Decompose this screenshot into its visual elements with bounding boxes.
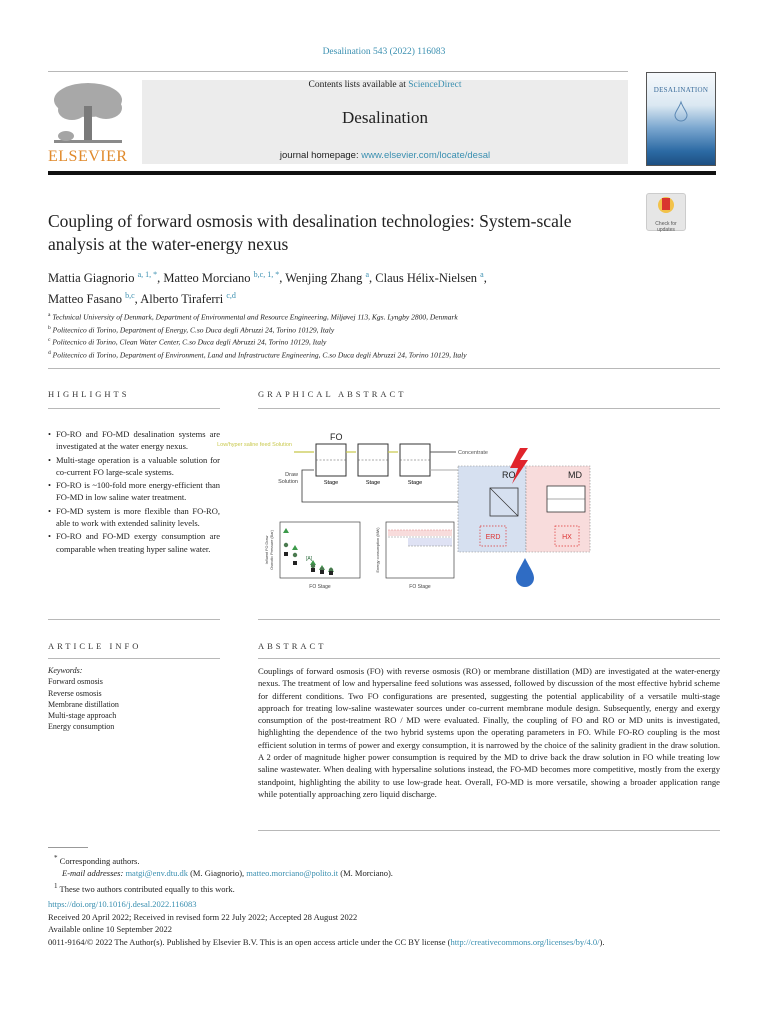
article-info-heading: ARTICLE INFO [48, 641, 142, 651]
data-point [293, 561, 297, 565]
affiliations [48, 310, 728, 360]
data-point [284, 552, 288, 556]
corresponding-note: * Corresponding authors. [54, 854, 140, 866]
check-updates-label: Check for updates [655, 221, 677, 233]
graphical-abstract-bottom-rule [258, 619, 720, 620]
publication-info [48, 898, 738, 948]
feed-label: Low/hyper saline feed Solution [217, 442, 292, 448]
fo-stage-1 [316, 444, 346, 486]
affiliation: $^c$ Politecnico di Torino, Clean Water Center, C.so Duca degli Abruzzi 24, Torino 10129, Italy [48, 337, 327, 347]
author-list: Mattia Giagnorio $^{a, 1, *}$, Matteo Morciano $^{b,c, 1, *}$, Wenjing Zhang $^a$, Claus Hélix-Nielsen $^a$, Matteo Fasano $^{b,c}$, Alberto Tiraferri $^{c,d}$ [48, 270, 487, 307]
data-point [329, 571, 333, 575]
graphical-abstract-heading: GRAPHICAL ABSTRACT [258, 389, 407, 399]
homepage-prefix: journal homepage: [279, 150, 362, 161]
sciencedirect-link[interactable]: ScienceDirect [408, 80, 462, 90]
elsevier-tree-logo [48, 80, 128, 146]
abstract-rule [258, 658, 720, 659]
highlight-item: • FO-RO and FO-MD desalination systems are investigated at the water energy nexus. [48, 428, 220, 453]
received-dates: Received 20 April 2022; Received in revised form 22 July 2022; Accepted 28 August 2022 [48, 911, 358, 922]
footnote-rule [48, 847, 88, 848]
highlights-heading: HIGHLIGHTS [48, 389, 130, 399]
highlight-item: • FO-RO is ~100-fold more energy-efficient than FO-MD in low saline water treatment. [48, 479, 220, 504]
data-point [320, 570, 324, 574]
keyword: Energy consumption [48, 722, 115, 732]
license-link[interactable]: http://creativecommons.org/licenses/by/4.0/ [450, 936, 600, 947]
stage-label: Stage [365, 480, 381, 486]
plot2-xlabel: FO Stage [409, 584, 431, 590]
plot1-ylabel-2: Osmotic Pressure (Bar) [270, 530, 274, 570]
email-link[interactable]: matgi@env.dtu.dk [125, 868, 188, 879]
water-drop-icon [516, 558, 534, 587]
email-label: E-mail addresses: [62, 868, 124, 879]
contents-prefix: Contents lists available at [308, 80, 409, 90]
author[interactable]: Mattia Giagnorio $^{a, 1, *}$ [48, 270, 158, 286]
keywords [48, 665, 248, 733]
keyword: Forward osmosis [48, 677, 103, 687]
affiliation: $^b$ Politecnico di Torino, Department of Energy, C.so Duca degli Abruzzi 24, Torino 10129, Italy [48, 324, 335, 334]
contents-line [142, 80, 628, 90]
journal-title: Desalination [342, 108, 428, 127]
highlight-item: • FO-MD system is more flexible than FO-RO, able to work with extended salinity levels. [48, 505, 220, 530]
footnotes [48, 852, 728, 895]
md-band [388, 530, 452, 536]
article-title: Coupling of forward osmosis with desalination technologies: System-scale analysis at the water-energy nexus [48, 211, 572, 254]
check-for-updates-button[interactable] [646, 193, 686, 231]
journal-homepage [142, 150, 628, 161]
header-thick-rule [48, 171, 716, 175]
graphical-abstract-figure[interactable] [217, 428, 638, 608]
highlight-item: • Multi-stage operation is a valuable solution for co-current FO large-scale systems. [48, 454, 220, 479]
journal-reference[interactable]: Desalination 543 (2022) 116083 [322, 47, 446, 57]
highlights-bottom-rule [48, 619, 220, 620]
author[interactable]: Wenjing Zhang $^a$ [285, 270, 370, 286]
plot1-ylabel-1: Influent FO Draw [265, 535, 269, 565]
fo-stage-2 [358, 444, 388, 486]
md-label: MD [568, 470, 582, 480]
affiliation: $^a$ Technical University of Denmark, Department of Environmental and Resource Engineering, Miljøvej 113, Kgs. Lyngby 2800, Denmark [48, 312, 458, 322]
available-date: Available online 10 September 2022 [48, 924, 173, 934]
keyword: Reverse osmosis [48, 688, 102, 698]
data-point [311, 568, 315, 572]
author[interactable]: Alberto Tiraferri $^{c,d}$ [140, 291, 236, 307]
stage-label: Stage [323, 480, 339, 486]
doi-link[interactable]: https://doi.org/10.1016/j.desal.2022.116083 [48, 899, 197, 909]
abstract-bottom-rule [258, 830, 720, 831]
keyword: Multi-stage approach [48, 711, 117, 721]
author[interactable]: Matteo Fasano $^{b,c}$ [48, 291, 135, 307]
data-point [293, 553, 297, 557]
draw-label-1: Draw [285, 472, 298, 478]
author[interactable]: Claus Hélix-Nielsen $^a$ [375, 270, 484, 286]
fo-label: FO [330, 432, 343, 442]
homepage-link[interactable]: www.elsevier.com/locate/desal [361, 150, 491, 161]
plot-osmotic-pressure [265, 522, 360, 590]
cover-title: DESALINATION [653, 86, 709, 94]
affiliation: $^d$ Politecnico di Torino, Department of Environment, Land and Infrastructure Engineering, C.so Duca degli Abruzzi 24, Torino 10129, Italy [48, 349, 467, 359]
fo-stage-3 [400, 444, 430, 486]
journal-cover[interactable] [646, 72, 716, 166]
article-info-rule [48, 658, 220, 659]
email-link[interactable]: matteo.morciano@polito.it [246, 868, 339, 879]
check-updates-icon [647, 194, 685, 216]
ro-band [408, 538, 452, 546]
section-divider [48, 368, 720, 369]
hx-label: HX [562, 534, 572, 541]
erd-label: ERD [485, 534, 501, 541]
plot1-xlabel: FO Stage [309, 584, 331, 590]
license-line: 0011-9164/© 2022 The Author(s). Published by Elsevier B.V. This is an open access article under the CC BY license (http://creativecommons.org/licenses/by/4.0/). [48, 936, 605, 947]
highlight-item: • FO-RO and FO-MD exergy consumption are comparable when treating hyper saline water. [48, 530, 220, 555]
plot2-ylabel: Energy consumption (MW) [376, 527, 380, 573]
equal-contribution-note: $^1$ These two authors contributed equally to this work. [54, 881, 235, 894]
header-divider [48, 71, 628, 72]
highlights-list [48, 428, 220, 556]
stage-label: Stage [407, 480, 423, 486]
ro-label: RO [502, 470, 516, 480]
abstract-text: Couplings of forward osmosis (FO) with reverse osmosis (RO) or membrane distillation (MD) are investigated at the water-energy nexus. The treatment of low and hypersaline feed solutions was assessed, followed by discussion of the most effective hybrid scheme for different conditions. Two FO configurations are presented, suggesting the potential applicability of a versatile multi-stage approach for treating low-saline wastewater sources under co-current membrane module design. Subsequently, energy and exergy consumption of the post-treatment RO / MD were evaluated. Finally, the coupling of FO and RO or MD units is investigated, highlighting the dependence of the two hybrid systems upon the operating parameters in FO. While FO-RO coupling is the most efficient solution in terms of power and exergy consumption, it is narrowed by the choice of the salinity gradient in the draw solution. A 2 order of magnitude higher power consumption is required by the MD to drive back the draw solution in FO while treating low saline wastewater. When dealing with hypersaline solutions instead, the FO-MD becomes more competitive, mostly from the exergy standpoint, highlighting the ability to use low-grade heat. Overall, FO-MD is more versatile, showing a broader application range while potentially approaching zero liquid discharge. [258, 666, 720, 799]
author[interactable]: Matteo Morciano $^{b,c, 1, *}$ [163, 270, 280, 286]
keyword: Membrane distillation [48, 699, 119, 709]
highlights-rule [48, 408, 220, 409]
elsevier-wordmark: ELSEVIER [48, 148, 128, 165]
cover-drop-icon [674, 101, 688, 121]
abstract-heading: ABSTRACT [258, 641, 327, 651]
plot1-annotation: [A] [306, 556, 313, 562]
keywords-label: Keywords: [48, 666, 83, 675]
data-point [311, 564, 315, 568]
email-note: E-mail addresses: matgi@env.dtu.dk (M. Giagnorio), matteo.morciano@polito.it (M. Morciano). [62, 868, 393, 879]
draw-label-2: Solution [278, 479, 298, 485]
graphical-abstract-rule [258, 408, 720, 409]
plot-energy-consumption [376, 522, 454, 590]
concentrate-label: Concentrate [458, 450, 488, 456]
data-point [284, 543, 288, 547]
